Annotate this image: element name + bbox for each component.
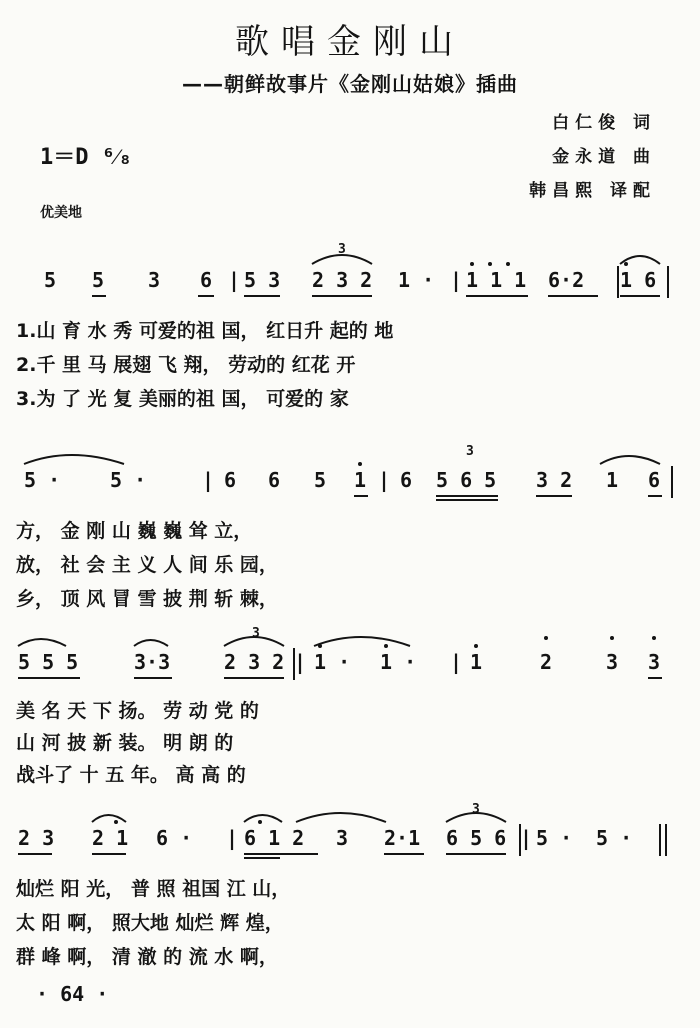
key-signature: 1＝D ⁶⁄₈ bbox=[40, 145, 132, 170]
note-group: 3·3 bbox=[134, 650, 171, 674]
note: 6 bbox=[268, 468, 281, 492]
note-group: 3 2 bbox=[536, 468, 573, 492]
note-group: 1 6 bbox=[620, 268, 657, 292]
note-group: 1 1 1 bbox=[466, 268, 527, 292]
lyric-line-2: 2.千 里 马 展翅 飞 翔， 劳动的 红花 开 bbox=[16, 354, 356, 376]
composer-credit: 金永道 曲 bbox=[552, 147, 656, 167]
note: 6 bbox=[224, 468, 237, 492]
notation-marks bbox=[0, 650, 700, 700]
note: 5 · bbox=[596, 826, 633, 850]
song-title: 歌唱金刚山 bbox=[235, 22, 465, 62]
triplet-mark: 3 bbox=[466, 444, 474, 459]
note: 5 · bbox=[110, 468, 147, 492]
lyric-line-3: 战斗了 十 五 年。 高 高 的 bbox=[16, 764, 246, 786]
note: 6 bbox=[648, 468, 661, 492]
barline: | bbox=[228, 268, 241, 292]
lyric-line-2: 太 阳 啊， 照大地 灿烂 辉 煌， bbox=[16, 912, 284, 934]
note: 5 · bbox=[24, 468, 61, 492]
lyric-line-1: 美 名 天 下 扬。 劳 动 党 的 bbox=[16, 700, 259, 722]
note: 5 bbox=[314, 468, 327, 492]
note-group: 2 3 2 bbox=[312, 268, 373, 292]
note: 5 bbox=[92, 268, 105, 292]
note-group: 2 3 2 bbox=[224, 650, 285, 674]
triplet-mark: 3 bbox=[472, 802, 480, 817]
lyric-line-2: 放， 社 会 主 义 人 间 乐 园， bbox=[16, 554, 278, 576]
note-group: 5 5 5 bbox=[18, 650, 79, 674]
note: 1 bbox=[470, 650, 483, 674]
triplet-mark: 3 bbox=[252, 626, 260, 641]
song-subtitle: ——朝鲜故事片《金刚山姑娘》插曲 bbox=[182, 72, 518, 96]
note: 6 · bbox=[156, 826, 193, 850]
note: 3 bbox=[606, 650, 619, 674]
note: 1 · bbox=[380, 650, 417, 674]
note: 1 · bbox=[398, 268, 435, 292]
lyric-line-3: 3.为 了 光 复 美丽的祖 国， 可爱的 家 bbox=[16, 388, 349, 410]
note: 6 bbox=[400, 468, 413, 492]
note: 3 bbox=[148, 268, 161, 292]
note-group: 2·1 bbox=[384, 826, 421, 850]
lyric-line-3: 群 峰 啊， 清 澈 的 流 水 啊， bbox=[16, 946, 278, 968]
lyric-line-1: 方， 金 刚 山 巍 巍 耸 立， bbox=[16, 520, 253, 542]
note: 6 bbox=[200, 268, 213, 292]
note-group: 2 1 bbox=[92, 826, 129, 850]
lyric-line-3: 乡， 顶 风 冒 雪 披 荆 斩 棘， bbox=[16, 588, 278, 610]
note-group: 6 5 6 bbox=[446, 826, 507, 850]
note-group: 5 3 bbox=[244, 268, 281, 292]
notation-marks bbox=[0, 268, 700, 318]
tempo-marking: 优美地 bbox=[40, 205, 82, 221]
note-group: 6 1 2 bbox=[244, 826, 305, 850]
lyricist-credit: 白仁俊 词 bbox=[552, 113, 656, 133]
barline: | bbox=[520, 826, 533, 850]
note: 1 bbox=[606, 468, 619, 492]
notation-marks bbox=[0, 826, 700, 876]
barline: | bbox=[378, 468, 391, 492]
notation-marks bbox=[0, 468, 700, 518]
barline: | bbox=[294, 650, 307, 674]
note: 2 bbox=[540, 650, 553, 674]
lyric-line-2: 山 河 披 新 装。 明 朗 的 bbox=[16, 732, 234, 754]
note: 1 bbox=[354, 468, 367, 492]
note-group: 6·2 bbox=[548, 268, 585, 292]
note: 1 · bbox=[314, 650, 351, 674]
note-group: 5 6 5 bbox=[436, 468, 497, 492]
triplet-mark: 3 bbox=[338, 242, 346, 257]
barline: | bbox=[450, 268, 463, 292]
barline: | bbox=[450, 650, 463, 674]
note-group: 2 3 bbox=[18, 826, 55, 850]
lyric-line-1: 灿烂 阳 光， 普 照 祖国 江 山， bbox=[16, 878, 291, 900]
note: 5 bbox=[44, 268, 57, 292]
note: 3 bbox=[648, 650, 661, 674]
barline: | bbox=[226, 826, 239, 850]
note: 5 · bbox=[536, 826, 573, 850]
page-number: · 64 · bbox=[36, 982, 109, 1006]
note: 3 bbox=[336, 826, 349, 850]
barline: | bbox=[202, 468, 215, 492]
translator-credit: 韩昌熙 译配 bbox=[529, 181, 656, 201]
lyric-line-1: 1.山 育 水 秀 可爱的祖 国， 红日升 起的 地 bbox=[16, 320, 394, 342]
